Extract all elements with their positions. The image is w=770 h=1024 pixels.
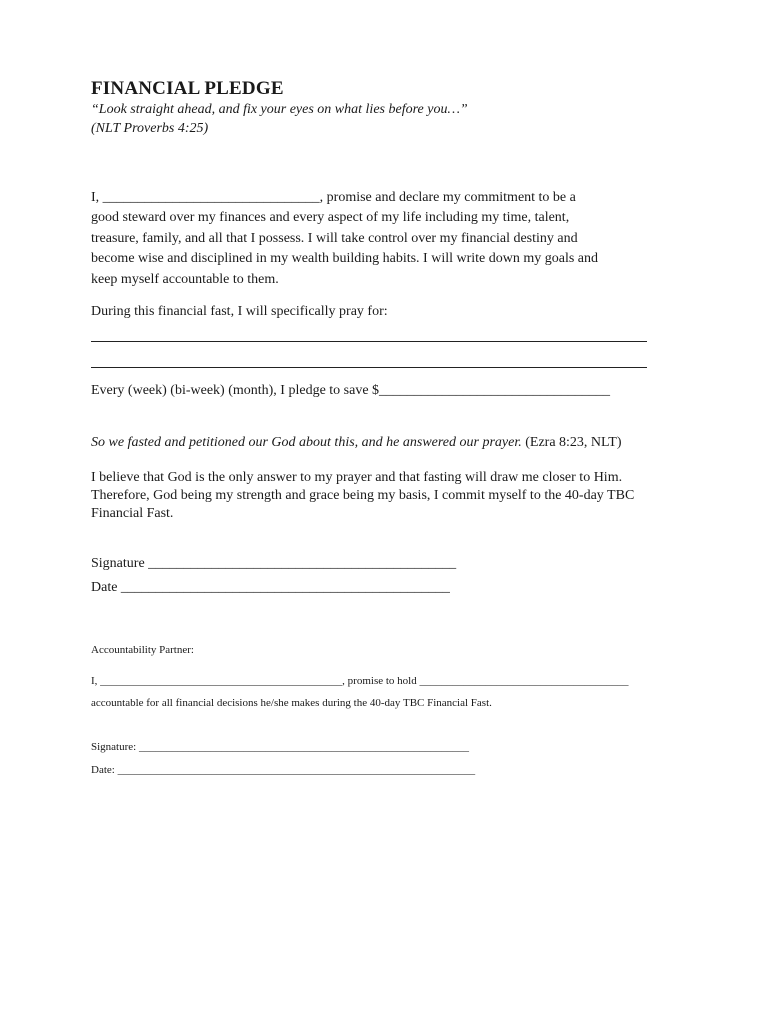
page-title: FINANCIAL PLEDGE xyxy=(91,78,284,99)
partner-date-field[interactable]: Date: _________________________________________________________________ xyxy=(91,764,476,776)
quote-text: “Look straight ahead, and fix your eyes on what lies before you…” xyxy=(91,102,468,117)
commitment-line: keep myself accountable to them. xyxy=(91,271,279,287)
partner-signature-field[interactable]: Signature: ____________________________________________________________ xyxy=(91,741,469,753)
quote-reference: (NLT Proverbs 4:25) xyxy=(91,121,209,136)
scripture-verse xyxy=(91,433,622,453)
belief-line: Therefore, God being my strength and grace being my basis, I commit myself to the 40-day TBC xyxy=(91,488,635,503)
commitment-line: good steward over my finances and every aspect of my life including my time, talent, xyxy=(91,210,570,226)
scripture-quote xyxy=(91,100,468,138)
date-field[interactable]: Date _______________________________________________ xyxy=(91,580,450,595)
commitment-paragraph xyxy=(91,188,598,290)
prayer-blank-line-1[interactable] xyxy=(91,341,647,342)
signature-field[interactable]: Signature ____________________________________________ xyxy=(91,556,457,571)
accountability-partner-label: Accountability Partner: xyxy=(91,644,194,656)
belief-paragraph xyxy=(91,469,634,523)
belief-line: Financial Fast. xyxy=(91,506,174,521)
verse-text: So we fasted and petitioned our God about this, and he answered our prayer. xyxy=(91,435,522,450)
verse-reference: (Ezra 8:23, NLT) xyxy=(521,435,622,450)
prayer-intro: During this financial fast, I will specifically pray for: xyxy=(91,304,388,319)
belief-line: I believe that God is the only answer to my prayer and that fasting will draw me closer to Him. xyxy=(91,470,623,485)
prayer-blank-line-2[interactable] xyxy=(91,367,647,368)
accountability-statement: accountable for all financial decisions he/she makes during the 40-day TBC Financial Fast. xyxy=(91,697,492,709)
commitment-line: become wise and disciplined in my wealth building habits. I will write down my goals and xyxy=(91,251,599,267)
accountability-partner-names-line[interactable]: I, ____________________________________________, promise to hold ______________________________________ xyxy=(91,675,629,687)
commitment-line: treasure, family, and all that I possess. I will take control over my financial destiny and xyxy=(91,230,578,246)
commitment-line[interactable]: I, _______________________________, promise and declare my commitment to be a xyxy=(91,190,576,205)
savings-pledge-line[interactable]: Every (week) (bi-week) (month), I pledge to save $_________________________________ xyxy=(91,383,611,398)
